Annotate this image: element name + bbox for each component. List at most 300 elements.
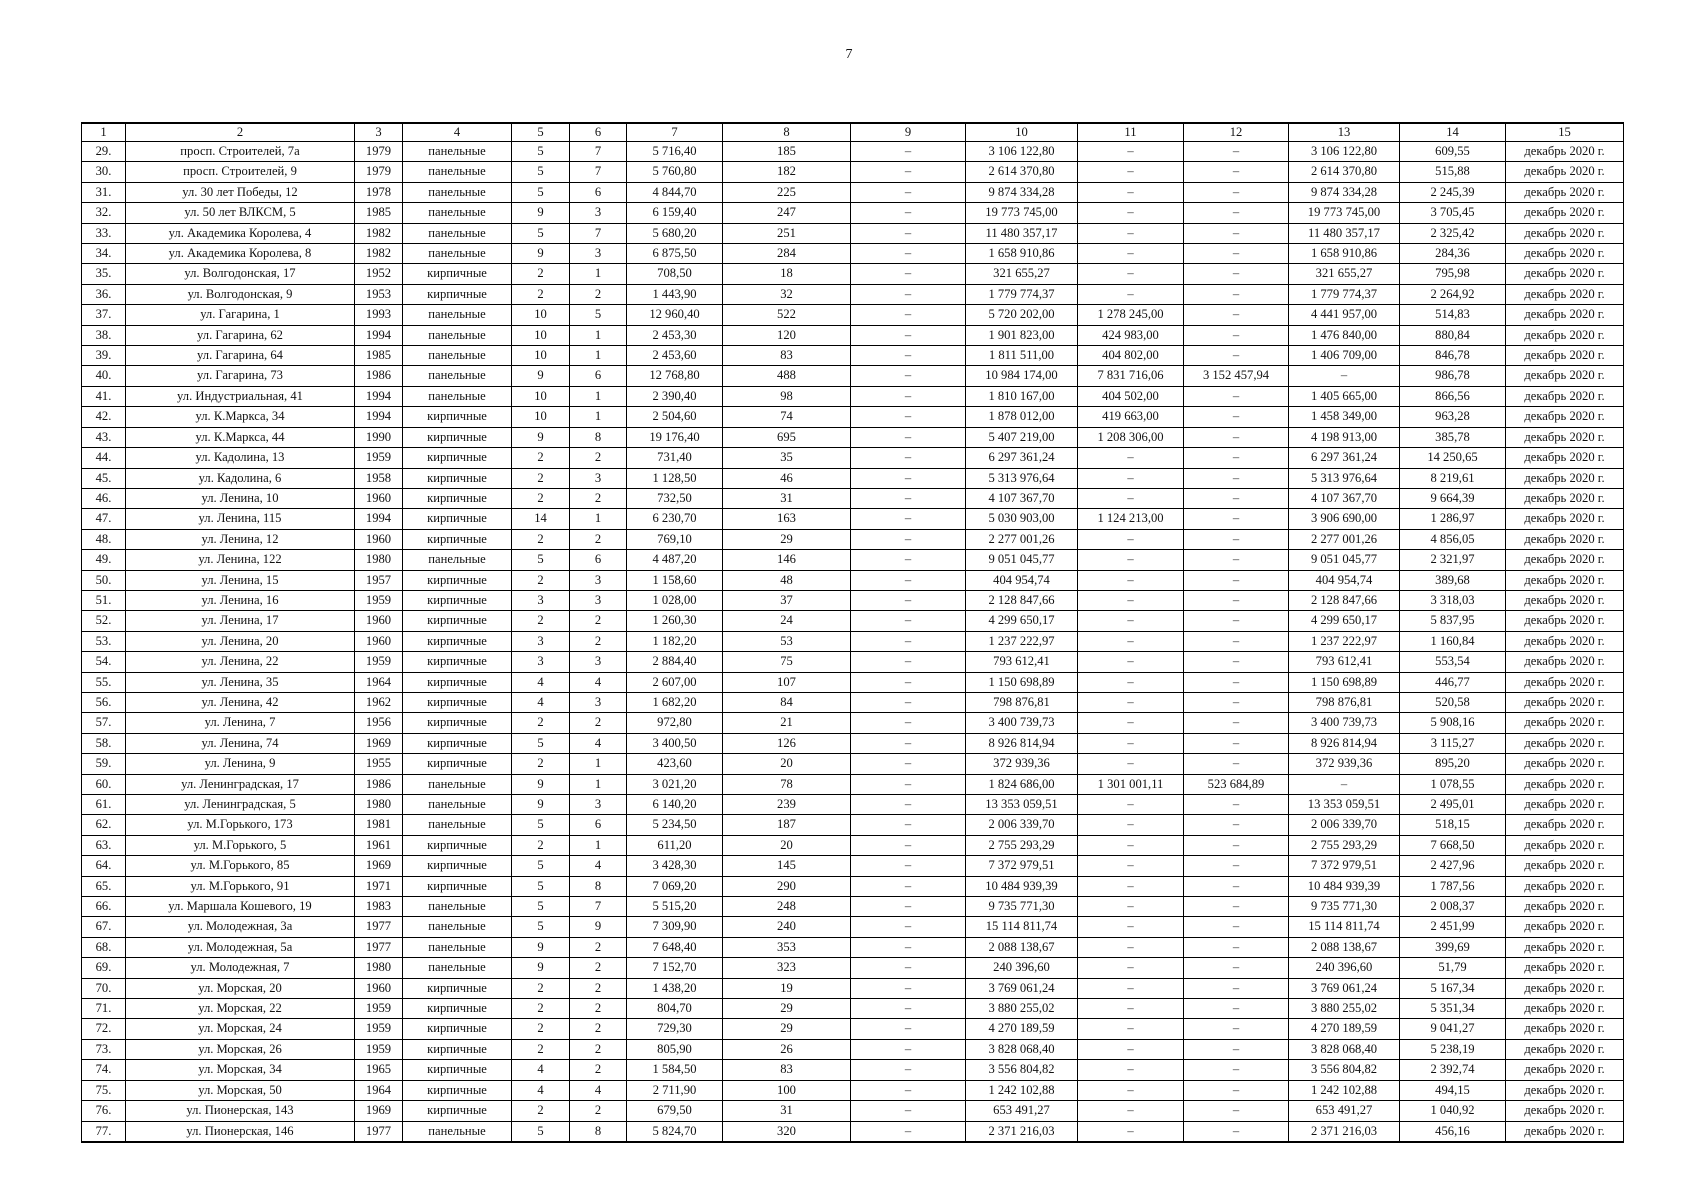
table-cell-col-3: 1990 — [355, 427, 403, 447]
table-cell-col-3: 1977 — [355, 937, 403, 957]
table-cell-col-10: 2 088 138,67 — [966, 937, 1078, 957]
table-cell-col-9: – — [851, 142, 966, 162]
table-cell-col-8: 29 — [723, 529, 851, 549]
table-cell-col-8: 24 — [723, 611, 851, 631]
table-cell-col-6: 2 — [570, 978, 627, 998]
table-cell-col-10: 6 297 361,24 — [966, 448, 1078, 468]
table-cell-col-10: 5 720 202,00 — [966, 305, 1078, 325]
table-cell-col-10: 3 556 804,82 — [966, 1060, 1078, 1080]
table-cell-col-11: – — [1078, 468, 1184, 488]
table-cell-col-5: 9 — [512, 795, 570, 815]
table-cell-col-9: – — [851, 631, 966, 651]
table-cell-col-15: декабрь 2020 г. — [1506, 1101, 1624, 1121]
table-cell-col-14: 866,56 — [1400, 386, 1506, 406]
table-cell-col-3: 1959 — [355, 448, 403, 468]
table-cell-col-14: 520,58 — [1400, 692, 1506, 712]
column-header-8: 8 — [723, 123, 851, 142]
table-cell-col-10: 2 006 339,70 — [966, 815, 1078, 835]
table-cell-col-9: – — [851, 733, 966, 753]
table-cell-col-1: 36. — [82, 284, 126, 304]
table-cell-col-9: – — [851, 264, 966, 284]
table-cell-col-4: кирпичные — [403, 1019, 512, 1039]
table-cell-col-6: 2 — [570, 529, 627, 549]
table-cell-col-9: – — [851, 876, 966, 896]
column-header-13: 13 — [1289, 123, 1400, 142]
table-cell-col-12: – — [1184, 529, 1289, 549]
table-cell-col-6: 1 — [570, 509, 627, 529]
table-cell-col-11: – — [1078, 162, 1184, 182]
table-cell-col-3: 1956 — [355, 713, 403, 733]
table-cell-col-5: 5 — [512, 142, 570, 162]
table-cell-col-8: 239 — [723, 795, 851, 815]
table-row — [82, 692, 1624, 712]
table-cell-col-8: 53 — [723, 631, 851, 651]
table-cell-col-15: декабрь 2020 г. — [1506, 713, 1624, 733]
table-cell-col-8: 320 — [723, 1121, 851, 1142]
table-cell-col-2: ул. Кадолина, 6 — [126, 468, 355, 488]
table-cell-col-13: 1 237 222,97 — [1289, 631, 1400, 651]
table-cell-col-13: 4 299 650,17 — [1289, 611, 1400, 631]
table-cell-col-4: кирпичные — [403, 1060, 512, 1080]
table-cell-col-4: кирпичные — [403, 1101, 512, 1121]
table-cell-col-8: 26 — [723, 1039, 851, 1059]
table-cell-col-1: 42. — [82, 407, 126, 427]
table-row — [82, 366, 1624, 386]
table-cell-col-6: 7 — [570, 162, 627, 182]
table-cell-col-12: – — [1184, 590, 1289, 610]
table-cell-col-9: – — [851, 203, 966, 223]
table-cell-col-13: 5 313 976,64 — [1289, 468, 1400, 488]
table-cell-col-6: 5 — [570, 305, 627, 325]
table-cell-col-5: 5 — [512, 917, 570, 937]
table-cell-col-6: 2 — [570, 631, 627, 651]
column-header-10: 10 — [966, 123, 1078, 142]
table-cell-col-6: 6 — [570, 550, 627, 570]
table-cell-col-14: 963,28 — [1400, 407, 1506, 427]
table-cell-col-11: – — [1078, 550, 1184, 570]
table-cell-col-5: 5 — [512, 815, 570, 835]
table-cell-col-8: 31 — [723, 488, 851, 508]
table-cell-col-3: 1977 — [355, 1121, 403, 1142]
table-cell-col-3: 1981 — [355, 815, 403, 835]
table-cell-col-10: 13 353 059,51 — [966, 795, 1078, 815]
table-cell-col-4: кирпичные — [403, 407, 512, 427]
table-cell-col-13: 19 773 745,00 — [1289, 203, 1400, 223]
table-cell-col-10: 1 901 823,00 — [966, 325, 1078, 345]
table-cell-col-9: – — [851, 162, 966, 182]
table-cell-col-12: – — [1184, 978, 1289, 998]
table-cell-col-3: 1969 — [355, 733, 403, 753]
table-cell-col-1: 74. — [82, 1060, 126, 1080]
table-cell-col-10: 4 107 367,70 — [966, 488, 1078, 508]
table-cell-col-4: кирпичные — [403, 1039, 512, 1059]
table-cell-col-10: 1 150 698,89 — [966, 672, 1078, 692]
table-cell-col-9: – — [851, 305, 966, 325]
table-cell-col-3: 1986 — [355, 774, 403, 794]
column-header-15: 15 — [1506, 123, 1624, 142]
table-cell-col-4: панельные — [403, 774, 512, 794]
table-cell-col-2: ул. Кадолина, 13 — [126, 448, 355, 468]
table-cell-col-10: 1 779 774,37 — [966, 284, 1078, 304]
table-cell-col-14: 1 286,97 — [1400, 509, 1506, 529]
table-cell-col-11: 1 208 306,00 — [1078, 427, 1184, 447]
table-row — [82, 917, 1624, 937]
table-cell-col-10: 793 612,41 — [966, 652, 1078, 672]
table-row — [82, 774, 1624, 794]
table-cell-col-15: декабрь 2020 г. — [1506, 488, 1624, 508]
table-body — [82, 142, 1624, 1142]
table-cell-col-14: 7 668,50 — [1400, 835, 1506, 855]
table-cell-col-5: 9 — [512, 427, 570, 447]
table-cell-col-5: 14 — [512, 509, 570, 529]
table-cell-col-5: 5 — [512, 223, 570, 243]
table-cell-col-12: – — [1184, 203, 1289, 223]
table-cell-col-11: – — [1078, 570, 1184, 590]
table-cell-col-2: ул. Ленина, 9 — [126, 754, 355, 774]
table-cell-col-1: 63. — [82, 835, 126, 855]
table-cell-col-10: 3 880 255,02 — [966, 999, 1078, 1019]
table-cell-col-14: 846,78 — [1400, 346, 1506, 366]
table-cell-col-5: 2 — [512, 488, 570, 508]
table-cell-col-6: 3 — [570, 244, 627, 264]
table-cell-col-1: 38. — [82, 325, 126, 345]
table-cell-col-14: 2 264,92 — [1400, 284, 1506, 304]
column-header-3: 3 — [355, 123, 403, 142]
table-cell-col-12: 523 684,89 — [1184, 774, 1289, 794]
table-cell-col-8: 37 — [723, 590, 851, 610]
table-cell-col-1: 35. — [82, 264, 126, 284]
table-cell-col-7: 1 182,20 — [627, 631, 723, 651]
table-cell-col-13: 1 476 840,00 — [1289, 325, 1400, 345]
table-cell-col-9: – — [851, 448, 966, 468]
table-cell-col-2: ул. Ленина, 35 — [126, 672, 355, 692]
table-cell-col-1: 58. — [82, 733, 126, 753]
table-cell-col-6: 3 — [570, 570, 627, 590]
table-cell-col-12: – — [1184, 427, 1289, 447]
table-cell-col-3: 1971 — [355, 876, 403, 896]
table-cell-col-13: – — [1289, 366, 1400, 386]
table-cell-col-3: 1960 — [355, 611, 403, 631]
table-cell-col-7: 1 158,60 — [627, 570, 723, 590]
table-cell-col-10: 3 106 122,80 — [966, 142, 1078, 162]
table-cell-col-12: 3 152 457,94 — [1184, 366, 1289, 386]
table-cell-col-2: ул. Ленина, 12 — [126, 529, 355, 549]
table-row — [82, 652, 1624, 672]
table-cell-col-6: 4 — [570, 1080, 627, 1100]
table-cell-col-2: ул. Гагарина, 62 — [126, 325, 355, 345]
table-cell-col-11: – — [1078, 1060, 1184, 1080]
table-cell-col-1: 43. — [82, 427, 126, 447]
table-cell-col-10: 1 878 012,00 — [966, 407, 1078, 427]
table-cell-col-11: – — [1078, 1039, 1184, 1059]
table-cell-col-1: 34. — [82, 244, 126, 264]
table-cell-col-14: 3 318,03 — [1400, 590, 1506, 610]
header-row — [82, 123, 1624, 142]
table-cell-col-15: декабрь 2020 г. — [1506, 142, 1624, 162]
table-cell-col-8: 353 — [723, 937, 851, 957]
table-cell-col-12: – — [1184, 652, 1289, 672]
table-cell-col-2: ул. Морская, 22 — [126, 999, 355, 1019]
table-cell-col-10: 8 926 814,94 — [966, 733, 1078, 753]
table-cell-col-1: 57. — [82, 713, 126, 733]
table-cell-col-10: 1 658 910,86 — [966, 244, 1078, 264]
table-cell-col-15: декабрь 2020 г. — [1506, 795, 1624, 815]
table-cell-col-5: 2 — [512, 448, 570, 468]
table-cell-col-13: 11 480 357,17 — [1289, 223, 1400, 243]
table-cell-col-8: 100 — [723, 1080, 851, 1100]
table-cell-col-6: 1 — [570, 346, 627, 366]
table-cell-col-13: 3 106 122,80 — [1289, 142, 1400, 162]
table-cell-col-15: декабрь 2020 г. — [1506, 978, 1624, 998]
table-cell-col-9: – — [851, 937, 966, 957]
table-cell-col-6: 7 — [570, 897, 627, 917]
table-cell-col-4: панельные — [403, 897, 512, 917]
table-cell-col-7: 6 159,40 — [627, 203, 723, 223]
table-cell-col-1: 65. — [82, 876, 126, 896]
table-row — [82, 1101, 1624, 1121]
table-cell-col-11: – — [1078, 142, 1184, 162]
table-cell-col-2: ул. Морская, 26 — [126, 1039, 355, 1059]
table-cell-col-12: – — [1184, 264, 1289, 284]
table-row — [82, 1121, 1624, 1142]
table-cell-col-3: 1982 — [355, 223, 403, 243]
table-cell-col-5: 10 — [512, 325, 570, 345]
table-cell-col-15: декабрь 2020 г. — [1506, 1039, 1624, 1059]
table-cell-col-4: кирпичные — [403, 427, 512, 447]
table-cell-col-6: 6 — [570, 815, 627, 835]
table-cell-col-15: декабрь 2020 г. — [1506, 468, 1624, 488]
table-cell-col-11: – — [1078, 917, 1184, 937]
table-cell-col-1: 73. — [82, 1039, 126, 1059]
table-cell-col-5: 5 — [512, 876, 570, 896]
table-cell-col-6: 2 — [570, 1101, 627, 1121]
table-cell-col-10: 2 277 001,26 — [966, 529, 1078, 549]
table-cell-col-1: 64. — [82, 856, 126, 876]
table-cell-col-4: кирпичные — [403, 631, 512, 651]
table-cell-col-11: – — [1078, 631, 1184, 651]
table-cell-col-1: 44. — [82, 448, 126, 468]
table-cell-col-1: 41. — [82, 386, 126, 406]
table-cell-col-15: декабрь 2020 г. — [1506, 223, 1624, 243]
table-cell-col-1: 29. — [82, 142, 126, 162]
table-cell-col-14: 3 705,45 — [1400, 203, 1506, 223]
table-cell-col-15: декабрь 2020 г. — [1506, 1019, 1624, 1039]
table-cell-col-14: 4 856,05 — [1400, 529, 1506, 549]
table-cell-col-13: 3 906 690,00 — [1289, 509, 1400, 529]
table-cell-col-7: 1 028,00 — [627, 590, 723, 610]
table-cell-col-1: 40. — [82, 366, 126, 386]
table-cell-col-3: 1952 — [355, 264, 403, 284]
table-cell-col-5: 2 — [512, 1019, 570, 1039]
table-cell-col-9: – — [851, 550, 966, 570]
table-cell-col-4: кирпичные — [403, 488, 512, 508]
table-cell-col-9: – — [851, 999, 966, 1019]
table-row — [82, 835, 1624, 855]
table-cell-col-5: 9 — [512, 774, 570, 794]
table-cell-col-14: 5 908,16 — [1400, 713, 1506, 733]
table-cell-col-3: 1994 — [355, 407, 403, 427]
table-cell-col-8: 98 — [723, 386, 851, 406]
table-cell-col-4: кирпичные — [403, 448, 512, 468]
table-cell-col-8: 163 — [723, 509, 851, 529]
table-cell-col-1: 71. — [82, 999, 126, 1019]
table-cell-col-11: – — [1078, 897, 1184, 917]
table-cell-col-14: 9 041,27 — [1400, 1019, 1506, 1039]
table-cell-col-5: 3 — [512, 590, 570, 610]
table-cell-col-10: 1 237 222,97 — [966, 631, 1078, 651]
table-cell-col-14: 880,84 — [1400, 325, 1506, 345]
table-cell-col-9: – — [851, 1080, 966, 1100]
table-cell-col-2: ул. Академика Королева, 8 — [126, 244, 355, 264]
table-cell-col-9: – — [851, 509, 966, 529]
table-cell-col-10: 4 270 189,59 — [966, 1019, 1078, 1039]
table-cell-col-3: 1955 — [355, 754, 403, 774]
table-cell-col-6: 1 — [570, 325, 627, 345]
table-cell-col-14: 518,15 — [1400, 815, 1506, 835]
table-cell-col-6: 3 — [570, 203, 627, 223]
table-cell-col-8: 185 — [723, 142, 851, 162]
table-cell-col-9: – — [851, 182, 966, 202]
table-cell-col-7: 1 584,50 — [627, 1060, 723, 1080]
table-cell-col-2: ул. 50 лет ВЛКСМ, 5 — [126, 203, 355, 223]
table-cell-col-10: 798 876,81 — [966, 692, 1078, 712]
table-cell-col-2: ул. Ленина, 17 — [126, 611, 355, 631]
table-cell-col-3: 1958 — [355, 468, 403, 488]
table-cell-col-6: 3 — [570, 692, 627, 712]
table-cell-col-4: панельные — [403, 795, 512, 815]
table-cell-col-1: 59. — [82, 754, 126, 774]
table-cell-col-3: 1959 — [355, 1019, 403, 1039]
table-cell-col-7: 805,90 — [627, 1039, 723, 1059]
table-cell-col-7: 1 682,20 — [627, 692, 723, 712]
table-cell-col-3: 1994 — [355, 509, 403, 529]
table-cell-col-8: 284 — [723, 244, 851, 264]
table-cell-col-9: – — [851, 366, 966, 386]
table-cell-col-2: ул. Гагарина, 73 — [126, 366, 355, 386]
table-cell-col-13: 1 150 698,89 — [1289, 672, 1400, 692]
table-cell-col-13: 1 779 774,37 — [1289, 284, 1400, 304]
table-cell-col-12: – — [1184, 856, 1289, 876]
table-cell-col-8: 18 — [723, 264, 851, 284]
table-cell-col-15: декабрь 2020 г. — [1506, 264, 1624, 284]
table-cell-col-15: декабрь 2020 г. — [1506, 244, 1624, 264]
table-cell-col-7: 5 716,40 — [627, 142, 723, 162]
table-cell-col-10: 11 480 357,17 — [966, 223, 1078, 243]
table-cell-col-2: ул. М.Горького, 85 — [126, 856, 355, 876]
table-cell-col-12: – — [1184, 876, 1289, 896]
column-header-5: 5 — [512, 123, 570, 142]
table-cell-col-7: 3 400,50 — [627, 733, 723, 753]
table-cell-col-6: 2 — [570, 611, 627, 631]
table-cell-col-8: 84 — [723, 692, 851, 712]
table-cell-col-15: декабрь 2020 г. — [1506, 897, 1624, 917]
table-cell-col-6: 2 — [570, 1019, 627, 1039]
table-cell-col-4: кирпичные — [403, 611, 512, 631]
table-cell-col-14: 494,15 — [1400, 1080, 1506, 1100]
table-cell-col-1: 69. — [82, 958, 126, 978]
table-row — [82, 142, 1624, 162]
table-cell-col-12: – — [1184, 1060, 1289, 1080]
table-cell-col-13: 372 939,36 — [1289, 754, 1400, 774]
table-cell-col-13: 9 874 334,28 — [1289, 182, 1400, 202]
table-cell-col-6: 1 — [570, 407, 627, 427]
table-cell-col-15: декабрь 2020 г. — [1506, 1060, 1624, 1080]
table-cell-col-13: 3 556 804,82 — [1289, 1060, 1400, 1080]
table-cell-col-5: 9 — [512, 937, 570, 957]
table-cell-col-2: ул. Ленина, 15 — [126, 570, 355, 590]
table-cell-col-8: 522 — [723, 305, 851, 325]
table-cell-col-11: – — [1078, 856, 1184, 876]
table-cell-col-11: – — [1078, 713, 1184, 733]
table-cell-col-4: кирпичные — [403, 713, 512, 733]
table-cell-col-14: 2 495,01 — [1400, 795, 1506, 815]
table-cell-col-3: 1961 — [355, 835, 403, 855]
table-cell-col-2: ул. Ленина, 20 — [126, 631, 355, 651]
table-cell-col-15: декабрь 2020 г. — [1506, 835, 1624, 855]
table-cell-col-5: 3 — [512, 652, 570, 672]
table-cell-col-2: ул. Ленина, 22 — [126, 652, 355, 672]
table-cell-col-4: панельные — [403, 550, 512, 570]
table-cell-col-2: просп. Строителей, 9 — [126, 162, 355, 182]
table-row — [82, 570, 1624, 590]
table-cell-col-5: 5 — [512, 1121, 570, 1142]
table-cell-col-14: 2 245,39 — [1400, 182, 1506, 202]
table-cell-col-12: – — [1184, 142, 1289, 162]
table-cell-col-1: 32. — [82, 203, 126, 223]
table-cell-col-7: 2 711,90 — [627, 1080, 723, 1100]
table-cell-col-4: кирпичные — [403, 692, 512, 712]
table-cell-col-7: 732,50 — [627, 488, 723, 508]
table-cell-col-7: 1 260,30 — [627, 611, 723, 631]
table-cell-col-4: панельные — [403, 366, 512, 386]
table-cell-col-5: 2 — [512, 713, 570, 733]
table-cell-col-7: 6 230,70 — [627, 509, 723, 529]
table-cell-col-11: 424 983,00 — [1078, 325, 1184, 345]
table-cell-col-15: декабрь 2020 г. — [1506, 611, 1624, 631]
table-cell-col-1: 37. — [82, 305, 126, 325]
table-cell-col-13: 3 769 061,24 — [1289, 978, 1400, 998]
table-cell-col-10: 3 769 061,24 — [966, 978, 1078, 998]
table-cell-col-3: 1980 — [355, 958, 403, 978]
table-cell-col-11: – — [1078, 284, 1184, 304]
table-row — [82, 978, 1624, 998]
table-cell-col-1: 56. — [82, 692, 126, 712]
table-cell-col-7: 5 234,50 — [627, 815, 723, 835]
table-cell-col-3: 1980 — [355, 550, 403, 570]
table-cell-col-15: декабрь 2020 г. — [1506, 366, 1624, 386]
table-cell-col-14: 515,88 — [1400, 162, 1506, 182]
table-cell-col-3: 1960 — [355, 529, 403, 549]
table-cell-col-3: 1969 — [355, 856, 403, 876]
table-cell-col-14: 8 219,61 — [1400, 468, 1506, 488]
table-cell-col-9: – — [851, 223, 966, 243]
table-cell-col-1: 52. — [82, 611, 126, 631]
table-cell-col-7: 7 309,90 — [627, 917, 723, 937]
table-cell-col-15: декабрь 2020 г. — [1506, 529, 1624, 549]
table-cell-col-10: 19 773 745,00 — [966, 203, 1078, 223]
table-cell-col-1: 66. — [82, 897, 126, 917]
table-cell-col-5: 9 — [512, 958, 570, 978]
table-cell-col-8: 107 — [723, 672, 851, 692]
table-cell-col-10: 2 128 847,66 — [966, 590, 1078, 610]
table-cell-col-2: ул. Индустриальная, 41 — [126, 386, 355, 406]
table-cell-col-9: – — [851, 958, 966, 978]
table-cell-col-7: 769,10 — [627, 529, 723, 549]
table-cell-col-15: декабрь 2020 г. — [1506, 672, 1624, 692]
table-cell-col-2: ул. М.Горького, 173 — [126, 815, 355, 835]
table-cell-col-11: – — [1078, 244, 1184, 264]
table-cell-col-13: 4 198 913,00 — [1289, 427, 1400, 447]
